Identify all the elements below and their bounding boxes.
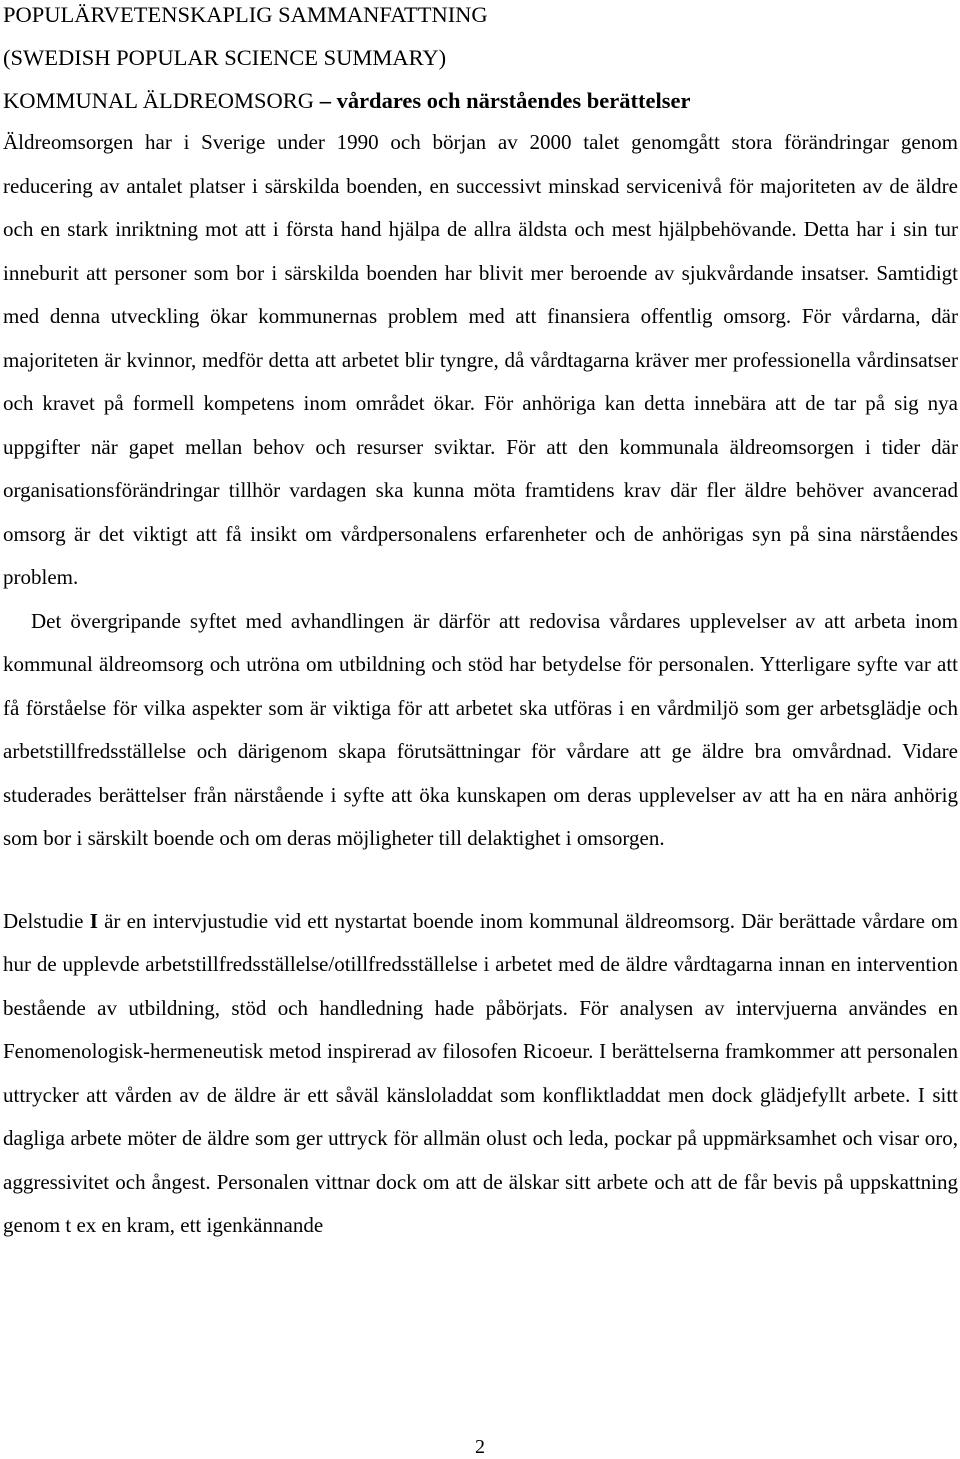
title-english-text: (SWEDISH POPULAR SCIENCE SUMMARY) [3,45,447,70]
study-one-lead: Delstudie [3,908,90,933]
subtitle-rest: vårdares och närståendes berättelser [336,88,691,113]
paragraph-aim: Det övergripande syftet med avhandlingen är därför att redovisa vårdares upplevelser av att arbeta inom kommunal äldreomsorg och utröna om utbildning och stöd har betydelse för personalen. Ytterligare syfte var att få förståelse för vilka aspekter som är viktiga för att arbetet ska utföras i en vårdmiljö som ger arbetsglädje och arbetstillfredsställelse och därigenom skapa förutsättningar för vårdare att ge äldre bra omvårdnad. Vidare studerades berättelser från närstående i syfte att öka kunskapen om deras upplevelser av att ha en nära anhörig som bor i särskilt boende och om deras möjligheter till delaktighet i omsorgen. [3,608,958,850]
page-number: 2 [475,1436,485,1458]
paragraph-background: Äldreomsorgen har i Sverige under 1990 och början av 2000 talet genomgått stora förändringar genom reducering av antalet platser i särskilda boenden, en successivt minskad servicenivå för majoriteten av de äldre och en stark inriktning mot att i första hand hjälpa de allra äldsta och mest hjälpbehövande. Detta har i sin tur inneburit att personer som bor i särskilda boenden har blivit mer beroende av sjukvårdande insatser. Samtidigt med denna utveckling ökar kommunernas problem med att finansiera offentlig omsorg. För vårdarna, där majoriteten är kvinnor, medför detta att arbetet blir tyngre, då vårdtagarna kräver mer professionella vårdinsatser och kravet på formell kompetens inom området ökar. För anhöriga kan detta innebära att de tar på sig nya uppgifter när gapet mellan behov och resurser sviktar. För att den kommunala äldreomsorgen i tider där organisationsförändringar tillhör vardagen ska kunna möta framtidens krav där fler äldre behöver avancerad omsorg är det viktigt att få insikt om vårdpersonalens erfarenheter och de anhörigas syn på sina närståendes problem. [3,130,958,589]
paragraph-study-one [3,900,958,1248]
subtitle-dash: – [314,88,337,113]
title-swedish [3,0,960,29]
study-one-rest: är en intervjustudie vid ett nystartat boende inom kommunal äldreomsorg. Där berättade vårdare om hur de upplevde arbetstillfredsställelse/otillfredsställelse i arbetet med de äldre vårdtagarna innan en intervention bestående av utbildning, stöd och handledning hade påbörjats. För analysen av intervjuerna användes en Fenomenologisk-hermeneutisk metod inspirerad av filosofen Ricoeur. I berättelserna framkommer att personalen uttrycker att vården av de äldre är ett såväl känsloladdat som konfliktladdat men dock glädjefyllt arbete. I sitt dagliga arbete möter de äldre som ger uttryck för allmän olust och leda, pockar på uppmärksamhet och visar oro, aggressivitet och ångest. Personalen vittnar dock om att de älskar sitt arbete och att de får bevis på uppskattning genom t ex en kram, ett igenkännande [3,908,959,1237]
subtitle-upper: KOMMUNAL ÄLDREOMSORG [3,88,315,113]
document-subtitle [3,86,960,115]
study-one-roman: I [89,908,98,933]
title-swedish-text: POPULÄRVETENSKAPLIG SAMMANFATTNING [3,2,488,27]
title-english [3,43,960,72]
